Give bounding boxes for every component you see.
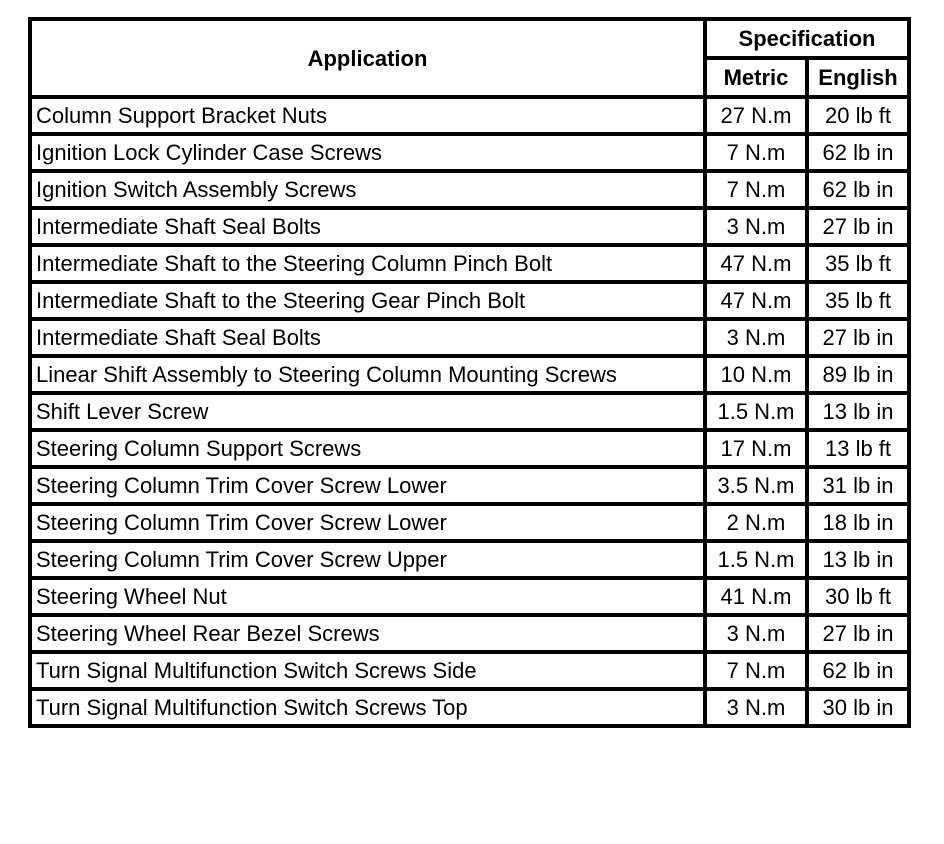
table-row <box>30 393 909 430</box>
cell-english: 35 lb ft <box>807 245 909 282</box>
column-header-specification: Specification <box>705 19 909 58</box>
cell-metric: 1.5 N.m <box>705 541 807 578</box>
cell-english: 18 lb in <box>807 504 909 541</box>
table-row <box>30 430 909 467</box>
cell-english: 13 lb in <box>807 541 909 578</box>
cell-metric: 27 N.m <box>705 97 807 134</box>
cell-metric: 7 N.m <box>705 134 807 171</box>
header-row-top <box>30 19 909 58</box>
cell-application: Intermediate Shaft to the Steering Gear Pinch Bolt <box>30 282 705 319</box>
column-header-metric: Metric <box>705 58 807 97</box>
table-row <box>30 319 909 356</box>
column-header-english: English <box>807 58 909 97</box>
cell-metric: 3 N.m <box>705 319 807 356</box>
cell-metric: 47 N.m <box>705 245 807 282</box>
cell-metric: 7 N.m <box>705 652 807 689</box>
cell-english: 35 lb ft <box>807 282 909 319</box>
cell-english: 20 lb ft <box>807 97 909 134</box>
column-header-application: Application <box>30 19 705 97</box>
cell-english: 13 lb ft <box>807 430 909 467</box>
cell-application: Steering Wheel Nut <box>30 578 705 615</box>
table-row <box>30 578 909 615</box>
cell-english: 30 lb ft <box>807 578 909 615</box>
cell-application: Turn Signal Multifunction Switch Screws Side <box>30 652 705 689</box>
table-row <box>30 282 909 319</box>
cell-application: Steering Column Support Screws <box>30 430 705 467</box>
cell-metric: 3 N.m <box>705 689 807 726</box>
cell-application: Steering Wheel Rear Bezel Screws <box>30 615 705 652</box>
cell-metric: 2 N.m <box>705 504 807 541</box>
table-row <box>30 134 909 171</box>
cell-english: 31 lb in <box>807 467 909 504</box>
cell-english: 62 lb in <box>807 171 909 208</box>
cell-english: 30 lb in <box>807 689 909 726</box>
table-row <box>30 615 909 652</box>
table-body <box>30 97 909 726</box>
table-row <box>30 171 909 208</box>
cell-application: Shift Lever Screw <box>30 393 705 430</box>
cell-english: 27 lb in <box>807 615 909 652</box>
fastener-spec-table <box>28 17 911 728</box>
cell-application: Turn Signal Multifunction Switch Screws Top <box>30 689 705 726</box>
table-row <box>30 689 909 726</box>
table-row <box>30 504 909 541</box>
cell-application: Ignition Lock Cylinder Case Screws <box>30 134 705 171</box>
cell-english: 62 lb in <box>807 134 909 171</box>
cell-application: Intermediate Shaft Seal Bolts <box>30 319 705 356</box>
cell-application: Ignition Switch Assembly Screws <box>30 171 705 208</box>
cell-metric: 3.5 N.m <box>705 467 807 504</box>
table-row <box>30 208 909 245</box>
table-row <box>30 652 909 689</box>
cell-application: Intermediate Shaft Seal Bolts <box>30 208 705 245</box>
cell-application: Column Support Bracket Nuts <box>30 97 705 134</box>
cell-application: Steering Column Trim Cover Screw Lower <box>30 504 705 541</box>
cell-metric: 10 N.m <box>705 356 807 393</box>
cell-metric: 3 N.m <box>705 615 807 652</box>
cell-metric: 17 N.m <box>705 430 807 467</box>
cell-application: Steering Column Trim Cover Screw Lower <box>30 467 705 504</box>
table-row <box>30 97 909 134</box>
cell-english: 89 lb in <box>807 356 909 393</box>
table-row <box>30 245 909 282</box>
cell-english: 27 lb in <box>807 208 909 245</box>
cell-english: 13 lb in <box>807 393 909 430</box>
cell-metric: 3 N.m <box>705 208 807 245</box>
cell-metric: 7 N.m <box>705 171 807 208</box>
cell-metric: 1.5 N.m <box>705 393 807 430</box>
cell-metric: 47 N.m <box>705 282 807 319</box>
table-row <box>30 467 909 504</box>
cell-english: 27 lb in <box>807 319 909 356</box>
cell-application: Intermediate Shaft to the Steering Column Pinch Bolt <box>30 245 705 282</box>
cell-application: Steering Column Trim Cover Screw Upper <box>30 541 705 578</box>
cell-english: 62 lb in <box>807 652 909 689</box>
table-row <box>30 356 909 393</box>
cell-application: Linear Shift Assembly to Steering Column Mounting Screws <box>30 356 705 393</box>
table-row <box>30 541 909 578</box>
cell-metric: 41 N.m <box>705 578 807 615</box>
